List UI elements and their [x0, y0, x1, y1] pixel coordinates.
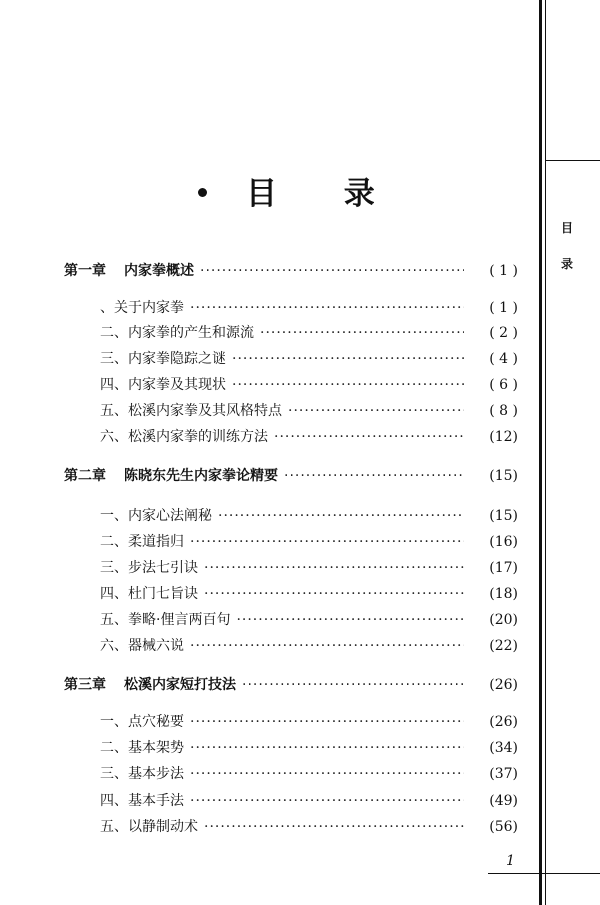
toc-entry-title: 以静制动术	[128, 819, 198, 835]
toc-entry-number: 第二章	[64, 468, 106, 484]
toc-page-number: (12)	[489, 429, 518, 445]
toc-leader-dots	[288, 402, 464, 420]
toc-entry-number: 四、	[100, 586, 128, 602]
toc-page-number: ( 8 )	[489, 403, 518, 419]
toc-entry-title: 内家拳隐踪之谜	[128, 351, 226, 367]
toc-leader-dots	[190, 765, 464, 783]
toc-entry-number: 、	[100, 300, 114, 316]
toc-leader-dots	[190, 637, 464, 655]
toc-entry-number: 四、	[100, 377, 128, 393]
page-number: 1	[506, 853, 515, 869]
toc-entry-number: 三、	[100, 351, 128, 367]
toc-section-entry[interactable]	[100, 350, 518, 368]
toc-entry-title: 基本架势	[128, 740, 184, 756]
running-head-char: 录	[560, 257, 573, 271]
toc-entry-title: 基本步法	[128, 766, 184, 782]
toc-entry-number: 二、	[100, 740, 128, 756]
toc-page-number: ( 2 )	[489, 325, 518, 341]
toc-entry-title: 内家拳概述	[124, 263, 194, 279]
toc-page-number: (49)	[489, 793, 518, 809]
toc-entry-number: 五、	[100, 612, 128, 628]
toc-section-entry[interactable]	[100, 792, 518, 810]
toc-entry-number: 五、	[100, 819, 128, 835]
toc-chapter-entry[interactable]	[64, 262, 518, 280]
toc-page-number: (37)	[489, 766, 518, 782]
toc-entry-title: 点穴秘要	[128, 714, 184, 730]
toc-leader-dots	[204, 818, 464, 836]
toc-section-entry[interactable]	[100, 765, 518, 783]
toc-entry-number: 二、	[100, 534, 128, 550]
header-rule	[546, 160, 600, 161]
toc-page-number: (34)	[489, 740, 518, 756]
toc-section-entry[interactable]	[100, 637, 518, 655]
toc-page-number: (16)	[489, 534, 518, 550]
toc-section-entry[interactable]	[100, 507, 518, 525]
toc-entry-title: 内家心法阐秘	[128, 508, 212, 524]
toc-entry-number: 一、	[100, 714, 128, 730]
toc-entry-title: 松溪内家拳及其风格特点	[128, 403, 282, 419]
toc-chapter-entry[interactable]	[64, 467, 518, 485]
toc-page-number: ( 1 )	[489, 263, 518, 279]
toc-section-entry[interactable]	[100, 533, 518, 551]
toc-section-entry[interactable]	[100, 428, 518, 446]
toc-section-entry[interactable]	[100, 324, 518, 342]
toc-leader-dots	[190, 299, 464, 317]
toc-leader-dots	[204, 559, 464, 577]
toc-section-entry[interactable]	[100, 739, 518, 757]
toc-entry-number: 六、	[100, 638, 128, 654]
toc-page-number: (15)	[489, 468, 518, 484]
toc-entry-number: 二、	[100, 325, 128, 341]
toc-leader-dots	[190, 533, 464, 551]
toc-entry-number: 三、	[100, 560, 128, 576]
toc-page-number: ( 6 )	[489, 377, 518, 393]
toc-leader-dots	[274, 428, 464, 446]
toc-page-number: (15)	[489, 508, 518, 524]
toc-section-entry[interactable]	[100, 376, 518, 394]
toc-entry-number: 三、	[100, 766, 128, 782]
toc-leader-dots	[204, 585, 464, 603]
toc-section-entry[interactable]	[100, 559, 518, 577]
toc-page-number: (17)	[489, 560, 518, 576]
toc-leader-dots	[232, 376, 464, 394]
toc-leader-dots	[190, 739, 464, 757]
toc-entry-number: 五、	[100, 403, 128, 419]
toc-leader-dots	[232, 350, 464, 368]
toc-leader-dots	[284, 467, 464, 485]
toc-leader-dots	[190, 792, 464, 810]
toc-page-number: (18)	[489, 586, 518, 602]
toc-entry-title: 关于内家拳	[114, 300, 184, 316]
toc-entry-number: 一、	[100, 508, 128, 524]
toc-leader-dots	[260, 324, 464, 342]
toc-page-number: ( 1 )	[489, 300, 518, 316]
margin-rule-thin	[545, 0, 546, 905]
toc-entry-title: 陈晓东先生内家拳论精要	[124, 468, 278, 484]
toc-entry-title: 内家拳的产生和源流	[128, 325, 254, 341]
toc-section-entry[interactable]	[100, 585, 518, 603]
toc-section-entry[interactable]	[100, 818, 518, 836]
page-title: 目 录	[246, 176, 403, 212]
margin-rule-thick	[539, 0, 542, 905]
toc-entry-title: 基本手法	[128, 793, 184, 809]
toc-page-number: ( 4 )	[489, 351, 518, 367]
toc-chapter-entry[interactable]	[64, 676, 518, 694]
running-head	[560, 210, 574, 282]
toc-section-entry[interactable]	[100, 299, 518, 317]
toc-entry-title: 步法七引诀	[128, 560, 198, 576]
toc-page-number: (56)	[489, 819, 518, 835]
toc-leader-dots	[218, 507, 464, 525]
toc-entry-number: 四、	[100, 793, 128, 809]
toc-entry-number: 第一章	[64, 263, 106, 279]
toc-leader-dots	[242, 676, 464, 694]
toc-section-entry[interactable]	[100, 611, 518, 629]
toc-page-number: (20)	[489, 612, 518, 628]
toc-entry-title: 松溪内家拳的训练方法	[128, 429, 268, 445]
toc-page-number: (26)	[489, 677, 518, 693]
toc-entry-title: 杜门七旨诀	[128, 586, 198, 602]
toc-page-number: (22)	[489, 638, 518, 654]
toc-section-entry[interactable]	[100, 402, 518, 420]
toc-entry-title: 松溪内家短打技法	[124, 677, 236, 693]
toc-entry-title: 柔道指归	[128, 534, 184, 550]
toc-entry-title: 内家拳及其现状	[128, 377, 226, 393]
toc-entry-number: 六、	[100, 429, 128, 445]
toc-leader-dots	[190, 713, 464, 731]
toc-entry-title: 拳略·俚言两百句	[128, 612, 231, 628]
toc-entry-title: 器械六说	[128, 638, 184, 654]
toc-leader-dots	[200, 262, 464, 280]
footer-rule	[488, 873, 600, 874]
toc-page-number: (26)	[489, 714, 518, 730]
toc-leader-dots	[236, 611, 464, 629]
toc-section-entry[interactable]	[100, 713, 518, 731]
running-head-char: 目	[560, 221, 573, 235]
toc-entry-number: 第三章	[64, 677, 106, 693]
